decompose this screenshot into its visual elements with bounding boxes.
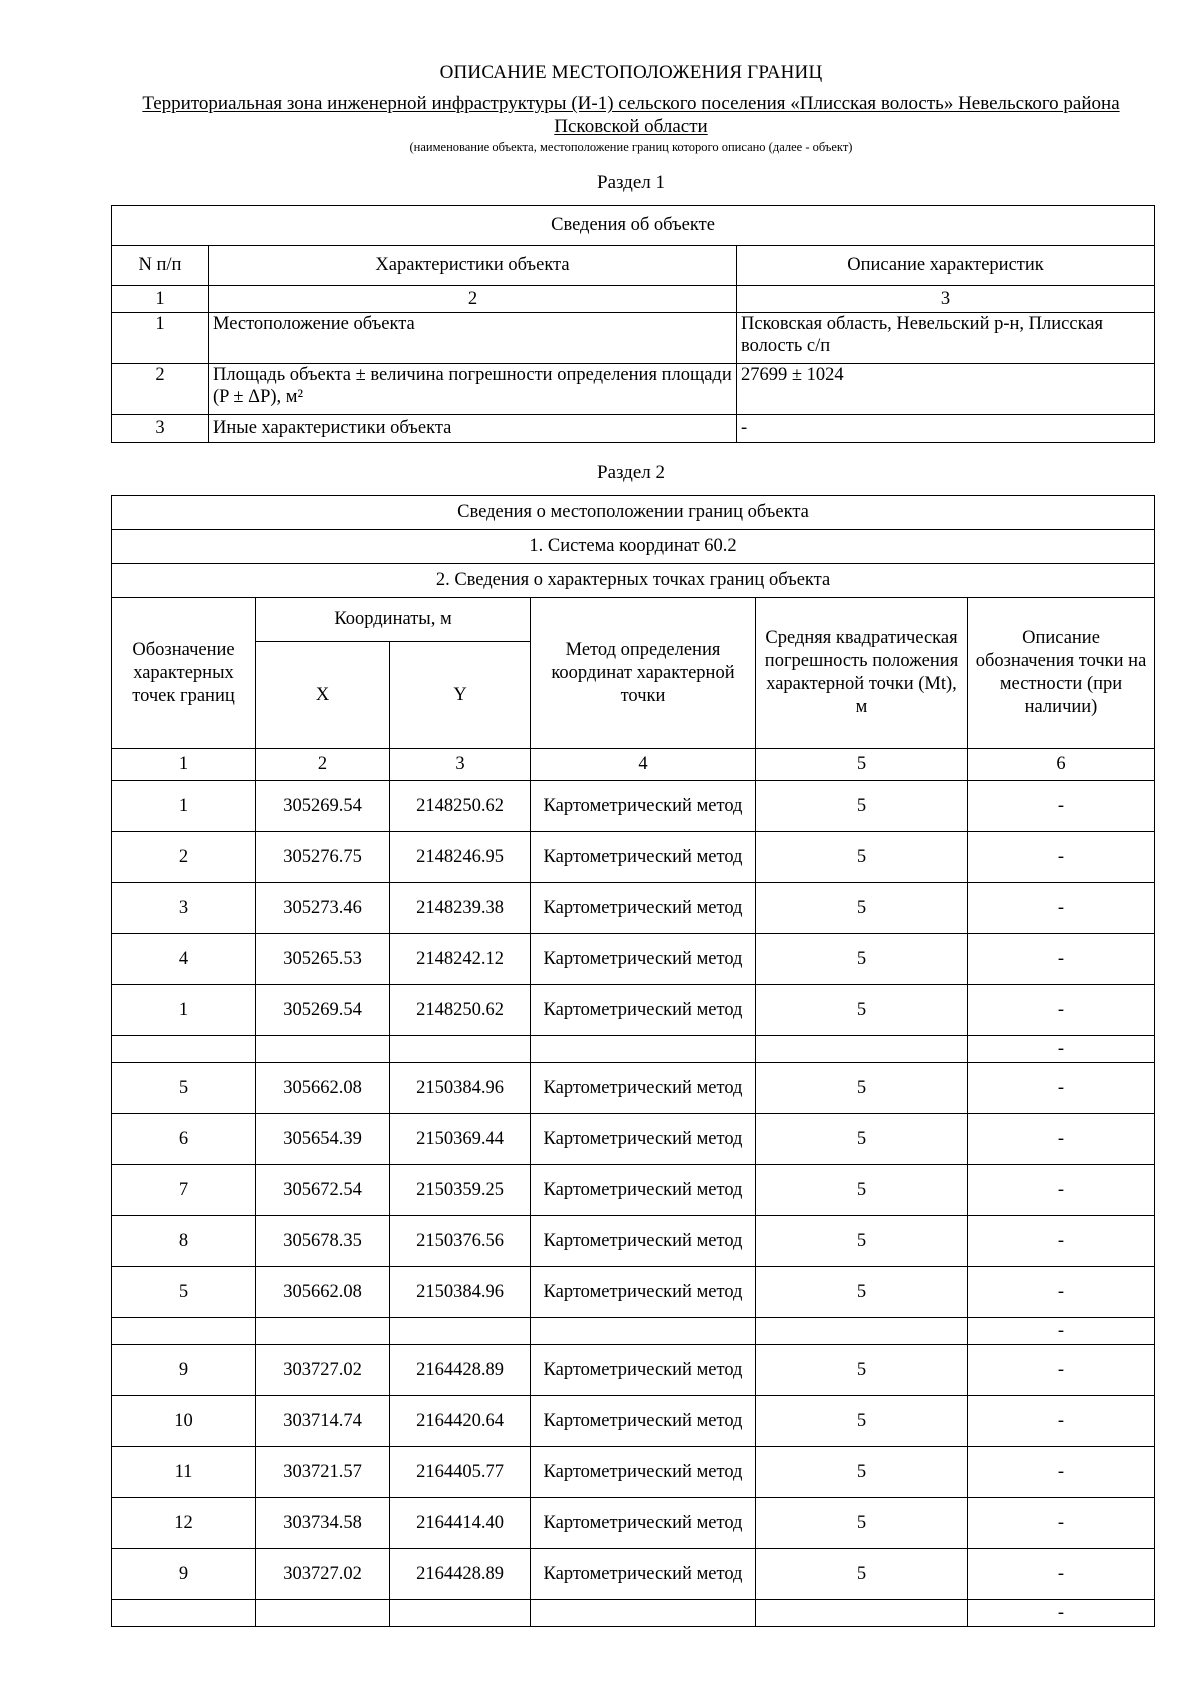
- row-value: -: [737, 415, 1155, 443]
- column-number: 3: [390, 749, 531, 781]
- header-coordinates: Координаты, м: [256, 598, 531, 642]
- accuracy-mt: 5: [756, 1165, 968, 1216]
- point-description: -: [968, 1165, 1155, 1216]
- header-x: X: [256, 642, 390, 749]
- table-row: [112, 1549, 1155, 1600]
- table-row: [112, 985, 1155, 1036]
- accuracy-mt: [756, 1036, 968, 1063]
- point-designation: 7: [112, 1165, 256, 1216]
- method: Картометрический метод: [531, 1114, 756, 1165]
- section2-label: Раздел 2: [597, 462, 665, 483]
- method: Картометрический метод: [531, 1165, 756, 1216]
- accuracy-mt: 5: [756, 1549, 968, 1600]
- header-num: N п/п: [112, 246, 209, 286]
- point-designation: 9: [112, 1345, 256, 1396]
- method: Картометрический метод: [531, 1447, 756, 1498]
- accuracy-mt: 5: [756, 883, 968, 934]
- coord-x: 305265.53: [256, 934, 390, 985]
- table-row: [112, 1345, 1155, 1396]
- coord-y: 2148242.12: [390, 934, 531, 985]
- point-designation: 5: [112, 1267, 256, 1318]
- table-row: [112, 781, 1155, 832]
- coord-y: 2148239.38: [390, 883, 531, 934]
- coord-y: 2148250.62: [390, 781, 531, 832]
- coord-x: 303727.02: [256, 1549, 390, 1600]
- point-description: -: [968, 1447, 1155, 1498]
- method: Картометрический метод: [531, 781, 756, 832]
- coord-x: 305654.39: [256, 1114, 390, 1165]
- coord-x: 303721.57: [256, 1447, 390, 1498]
- table-row: [112, 1318, 1155, 1345]
- point-description: -: [968, 1036, 1155, 1063]
- method: [531, 1036, 756, 1063]
- table-row: [112, 1063, 1155, 1114]
- accuracy-mt: [756, 1318, 968, 1345]
- coord-y: 2164428.89: [390, 1345, 531, 1396]
- coord-x: 305678.35: [256, 1216, 390, 1267]
- point-designation: [112, 1600, 256, 1627]
- point-designation: 10: [112, 1396, 256, 1447]
- table-row: [112, 883, 1155, 934]
- method: Картометрический метод: [531, 934, 756, 985]
- point-designation: 12: [112, 1498, 256, 1549]
- column-number: 6: [968, 749, 1155, 781]
- point-description: -: [968, 781, 1155, 832]
- coord-y: [390, 1600, 531, 1627]
- column-number: 1: [112, 286, 209, 313]
- coord-y: 2150384.96: [390, 1267, 531, 1318]
- table-row: [112, 1396, 1155, 1447]
- column-number: 3: [737, 286, 1155, 313]
- accuracy-mt: 5: [756, 985, 968, 1036]
- row-value: Псковская область, Невельский р-н, Плисская волость с/п: [737, 313, 1155, 364]
- point-designation: 2: [112, 832, 256, 883]
- point-description: -: [968, 1063, 1155, 1114]
- point-description: -: [968, 1267, 1155, 1318]
- row-num: 2: [112, 364, 209, 415]
- header-description: Описание характеристик: [737, 246, 1155, 286]
- column-number: 2: [209, 286, 737, 313]
- coord-y: 2148246.95: [390, 832, 531, 883]
- point-description: -: [968, 832, 1155, 883]
- table-row: [112, 1600, 1155, 1627]
- method: [531, 1318, 756, 1345]
- object-info-table: [111, 205, 1155, 443]
- method: Картометрический метод: [531, 1216, 756, 1267]
- method: Картометрический метод: [531, 883, 756, 934]
- point-designation: 1: [112, 985, 256, 1036]
- point-description: -: [968, 1345, 1155, 1396]
- coord-y: 2164420.64: [390, 1396, 531, 1447]
- coordinate-system: 1. Система координат 60.2: [112, 530, 1155, 564]
- point-description: -: [968, 1396, 1155, 1447]
- point-designation: 11: [112, 1447, 256, 1498]
- table-row: [112, 313, 1155, 364]
- coord-x: 303714.74: [256, 1396, 390, 1447]
- point-description: -: [968, 1216, 1155, 1267]
- method: Картометрический метод: [531, 1063, 756, 1114]
- coord-x: 305269.54: [256, 985, 390, 1036]
- method: Картометрический метод: [531, 1267, 756, 1318]
- point-description: -: [968, 985, 1155, 1036]
- object-info-table-title: Сведения об объекте: [112, 206, 1155, 246]
- row-num: 1: [112, 313, 209, 364]
- accuracy-mt: 5: [756, 1114, 968, 1165]
- accuracy-mt: 5: [756, 1498, 968, 1549]
- table-row: [112, 934, 1155, 985]
- method: [531, 1600, 756, 1627]
- accuracy-mt: 5: [756, 1216, 968, 1267]
- coord-x: [256, 1318, 390, 1345]
- header-designation: Обозначение характерных точек границ: [112, 598, 256, 749]
- header-accuracy: Средняя квадратическая погрешность положения характерной точки (Mt), м: [756, 598, 968, 749]
- point-designation: [112, 1318, 256, 1345]
- accuracy-mt: [756, 1600, 968, 1627]
- point-designation: 4: [112, 934, 256, 985]
- coord-y: 2150369.44: [390, 1114, 531, 1165]
- coord-x: 303727.02: [256, 1345, 390, 1396]
- row-value: 27699 ± 1024: [737, 364, 1155, 415]
- point-description: -: [968, 1114, 1155, 1165]
- point-description: -: [968, 883, 1155, 934]
- table-row: [112, 364, 1155, 415]
- point-description: -: [968, 1549, 1155, 1600]
- accuracy-mt: 5: [756, 1396, 968, 1447]
- coord-x: 305662.08: [256, 1267, 390, 1318]
- column-number: 2: [256, 749, 390, 781]
- points-section-title: 2. Сведения о характерных точках границ объекта: [112, 564, 1155, 598]
- accuracy-mt: 5: [756, 1267, 968, 1318]
- column-number: 1: [112, 749, 256, 781]
- coord-x: [256, 1036, 390, 1063]
- section1-label: Раздел 1: [597, 172, 665, 193]
- table-row: [112, 1036, 1155, 1063]
- method: Картометрический метод: [531, 1345, 756, 1396]
- object-name-text: Территориальная зона инженерной инфраструктуры (И-1) сельского поселения «Плисская волость» Невельского района Псковской области: [142, 93, 1120, 137]
- coord-x: 305269.54: [256, 781, 390, 832]
- table-row: [112, 1447, 1155, 1498]
- row-characteristic: Площадь объекта ± величина погрешности определения площади (P ± ΔP), м²: [209, 364, 737, 415]
- point-description: -: [968, 1600, 1155, 1627]
- accuracy-mt: 5: [756, 1447, 968, 1498]
- table-row: [112, 1216, 1155, 1267]
- header-characteristics: Характеристики объекта: [209, 246, 737, 286]
- row-characteristic: Иные характеристики объекта: [209, 415, 737, 443]
- coord-x: 305662.08: [256, 1063, 390, 1114]
- table-row: [112, 1165, 1155, 1216]
- point-description: -: [968, 1318, 1155, 1345]
- method: Картометрический метод: [531, 1498, 756, 1549]
- method: Картометрический метод: [531, 832, 756, 883]
- method: Картометрический метод: [531, 985, 756, 1036]
- point-designation: 3: [112, 883, 256, 934]
- method: Картометрический метод: [531, 1396, 756, 1447]
- table-row: [112, 1498, 1155, 1549]
- header-method: Метод определения координат характерной точки: [531, 598, 756, 749]
- boundary-table-title: Сведения о местоположении границ объекта: [112, 496, 1155, 530]
- object-caption: (наименование объекта, местоположение границ которого описано (далее - объект): [409, 140, 853, 154]
- accuracy-mt: 5: [756, 781, 968, 832]
- point-designation: 6: [112, 1114, 256, 1165]
- point-designation: [112, 1036, 256, 1063]
- accuracy-mt: 5: [756, 1345, 968, 1396]
- table-row: [112, 415, 1155, 443]
- coord-y: 2164414.40: [390, 1498, 531, 1549]
- coord-y: 2150376.56: [390, 1216, 531, 1267]
- coord-x: [256, 1600, 390, 1627]
- accuracy-mt: 5: [756, 934, 968, 985]
- point-designation: 8: [112, 1216, 256, 1267]
- point-description: -: [968, 1498, 1155, 1549]
- boundary-points-table: [111, 495, 1155, 1627]
- coord-x: 305672.54: [256, 1165, 390, 1216]
- document-title: ОПИСАНИЕ МЕСТОПОЛОЖЕНИЯ ГРАНИЦ: [439, 62, 823, 83]
- coord-y: [390, 1036, 531, 1063]
- header-point-description: Описание обозначения точки на местности (при наличии): [968, 598, 1155, 749]
- coord-y: 2164405.77: [390, 1447, 531, 1498]
- column-number: 5: [756, 749, 968, 781]
- point-designation: 1: [112, 781, 256, 832]
- coord-x: 305273.46: [256, 883, 390, 934]
- row-num: 3: [112, 415, 209, 443]
- method: Картометрический метод: [531, 1549, 756, 1600]
- accuracy-mt: 5: [756, 1063, 968, 1114]
- header-y: Y: [390, 642, 531, 749]
- coord-x: 305276.75: [256, 832, 390, 883]
- column-number: 4: [531, 749, 756, 781]
- coord-y: 2164428.89: [390, 1549, 531, 1600]
- table-row: [112, 1267, 1155, 1318]
- accuracy-mt: 5: [756, 832, 968, 883]
- coord-y: [390, 1318, 531, 1345]
- coord-y: 2148250.62: [390, 985, 531, 1036]
- coord-y: 2150384.96: [390, 1063, 531, 1114]
- point-designation: 5: [112, 1063, 256, 1114]
- object-name: [136, 92, 1126, 138]
- table-row: [112, 1114, 1155, 1165]
- row-characteristic: Местоположение объекта: [209, 313, 737, 364]
- point-description: -: [968, 934, 1155, 985]
- point-designation: 9: [112, 1549, 256, 1600]
- coord-y: 2150359.25: [390, 1165, 531, 1216]
- table-row: [112, 832, 1155, 883]
- coord-x: 303734.58: [256, 1498, 390, 1549]
